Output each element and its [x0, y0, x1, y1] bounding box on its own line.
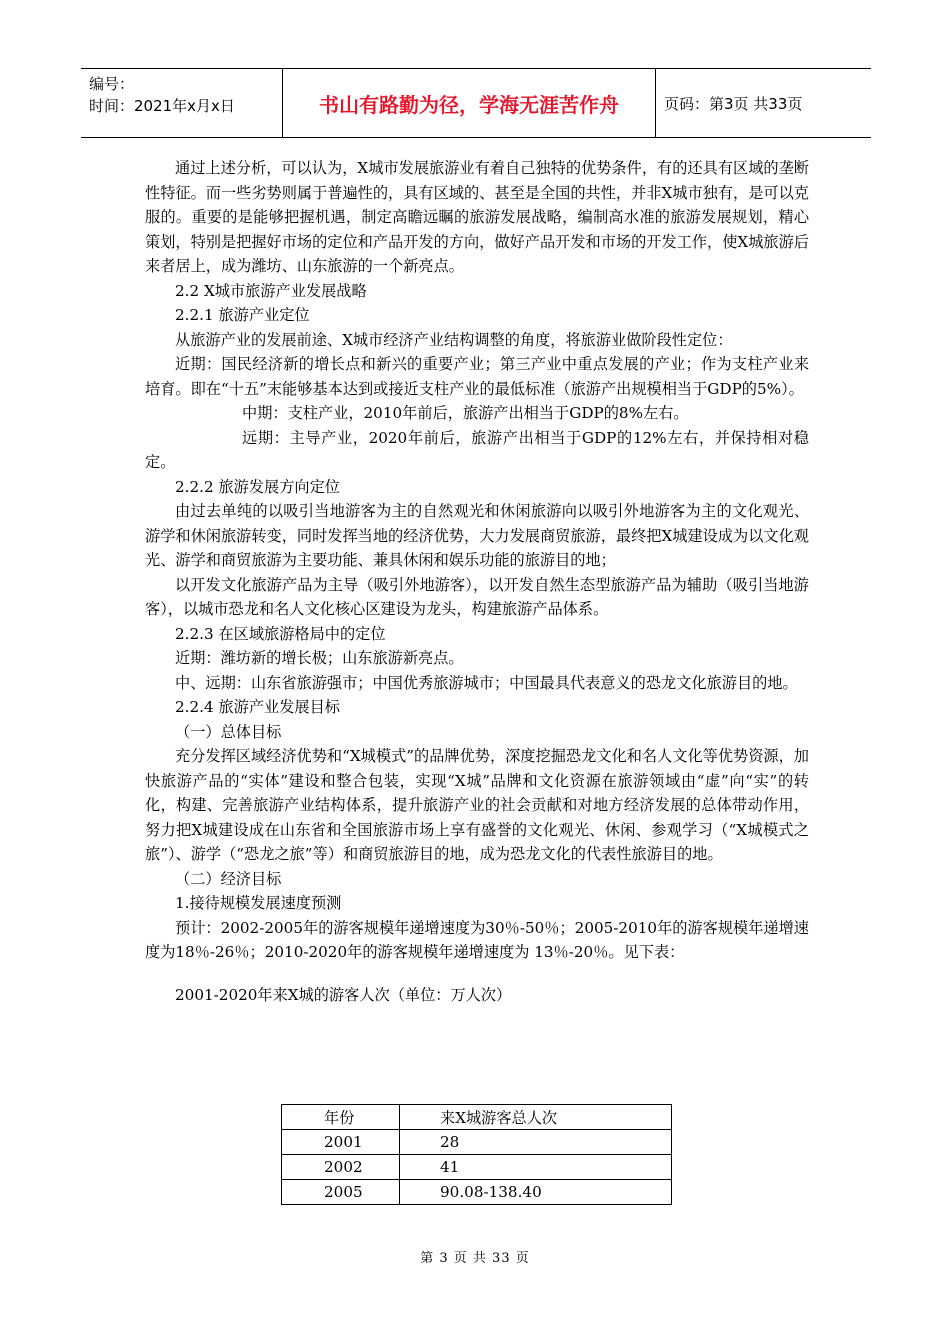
subheading: （一）总体目标	[175, 722, 282, 741]
paragraph: 中、远期：山东省旅游强市；中国优秀旅游城市；中国最具代表意义的恐龙文化旅游目的地。	[175, 673, 798, 692]
header-page-info: 页码：第3页 共33页	[664, 94, 803, 113]
table-header-row	[282, 1105, 672, 1130]
subsection-heading: 2.2.2 旅游发展方向定位	[175, 477, 340, 496]
paragraph: 充分发挥区域经济优势和“X城模式”的品牌优势，深度挖掘恐龙文化和名人文化等优势资源，加快旅游产品的“实体”建设和整合包装，实现“X城”品牌和文化资源在旅游领域由“虚”向“实”的转化，构建、完善旅游产业结构体系，提升旅游产业的社会贡献和对地方经济发展的总体带动作用，努力把X城建设成在山东省和全国旅游市场上享有盛誉的文化观光、休闲、参观学习（“X城模式之旅”）、游学（“恐龙之旅”等）和商贸旅游目的地，成为恐龙文化的代表性旅游目的地。	[145, 747, 809, 863]
table-cell: 41	[400, 1155, 672, 1180]
section-heading: 2.2 X城市旅游产业发展战略	[175, 281, 367, 300]
visitor-table	[281, 1104, 672, 1205]
subheading: 1.接待规模发展速度预测	[175, 894, 342, 912]
subsection-heading: 2.2.3 在区域旅游格局中的定位	[175, 624, 386, 643]
table-cell: 28	[400, 1130, 672, 1155]
paragraph: 远期：主导产业，2020年前后，旅游产出相当于GDP的12%左右，并保持相对稳定。	[145, 428, 809, 471]
paragraph: 预计：2002-2005年的游客规模年递增速度为30％-50％；2005-2010年的游客规模年递增速度为18％-26％；2010-2020年的游客规模年递增速度为 13％-20％。见下表：	[145, 918, 809, 961]
table-cell: 2002	[282, 1155, 400, 1180]
paragraph: 从旅游产业的发展前途、X城市经济产业结构调整的角度，将旅游业做阶段性定位：	[175, 330, 733, 349]
table-header-cell: 年份	[282, 1105, 400, 1130]
subsection-heading: 2.2.4 旅游产业发展目标	[175, 698, 340, 716]
page-header	[81, 68, 871, 138]
subheading: （二）经济目标	[175, 869, 282, 888]
paragraph: 由过去单纯的以吸引当地游客为主的自然观光和休闲旅游向以吸引外地游客为主的文化观光、游学和休闲旅游转变，同时发挥当地的经济优势，大力发展商贸旅游，最终把X城建设成为以文化观光、游学和商贸旅游为主要功能、兼具休闲和娱乐功能的旅游目的地；	[145, 502, 809, 569]
table-row	[282, 1180, 672, 1205]
header-motto: 书山有路勤为径，学海无涯苦作舟	[283, 69, 656, 137]
table-row	[282, 1130, 672, 1155]
table-row	[282, 1155, 672, 1180]
paragraph: 近期：国民经济新的增长点和新兴的重要产业；第三产业中重点发展的产业；作为支柱产业来培育。即在“十五”末能够基本达到或接近支柱产业的最低标准（旅游产出规模相当于GDP的5%）。	[145, 355, 809, 398]
date-label: 时间：2021年x月x日	[89, 97, 235, 115]
table-cell: 2005	[282, 1180, 400, 1205]
document-body	[145, 156, 809, 1007]
table-cell: 2001	[282, 1130, 400, 1155]
subsection-heading: 2.2.1 旅游产业定位	[175, 306, 310, 324]
paragraph: 中期：支柱产业，2010年前后，旅游产出相当于GDP的8%左右。	[242, 404, 689, 422]
page-footer: 第 3 页 共 33 页	[420, 1251, 530, 1266]
table-cell: 90.08-138.40	[400, 1180, 672, 1205]
paragraph: 近期：潍坊新的增长极；山东旅游新亮点。	[175, 649, 464, 667]
paragraph: 通过上述分析，可以认为，X城市发展旅游业有着自己独特的优势条件，有的还具有区域的垄断性特征。而一些劣势则属于普遍性的，具有区域的、甚至是全国的共性，并非X城市独有，是可以克服的。重要的是能够把握机遇，制定高瞻远瞩的旅游发展战略，编制高水准的旅游发展规划，精心策划，特别是把握好市场的定位和产品开发的方向，做好产品开发和市场的开发工作，使X城旅游后来者居上，成为潍坊、山东旅游的一个新亮点。	[145, 159, 809, 275]
table-caption: 2001-2020年来X城的游客人次（单位：万人次）	[175, 985, 512, 1004]
paragraph: 以开发文化旅游产品为主导（吸引外地游客），以开发自然生态型旅游产品为辅助（吸引当地游客），以城市恐龙和名人文化核心区建设为龙头，构建旅游产品体系。	[145, 575, 809, 618]
table-header-cell: 来X城游客总人次	[400, 1105, 672, 1130]
number-label: 编号：	[89, 75, 135, 93]
header-left-cell	[81, 69, 283, 137]
